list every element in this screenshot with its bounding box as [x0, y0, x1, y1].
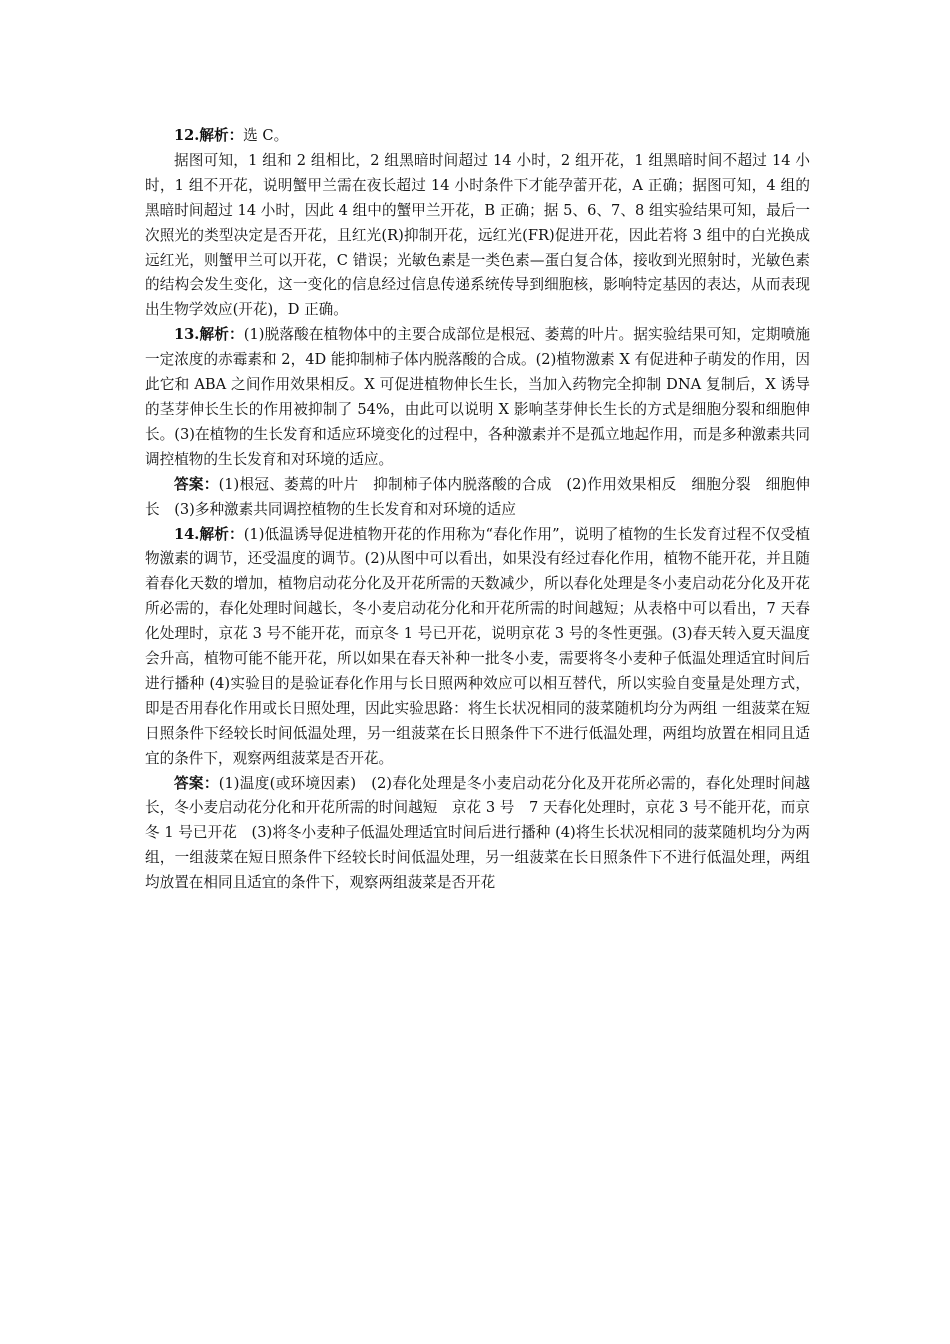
q13-label: 13.解析： [174, 326, 244, 344]
q14-answer [145, 772, 810, 897]
q14-answer-text: (1)温度(或环境因素) (2)春化处理是冬小麦启动花分化及开花所必需的，春化处理时间越长，冬小麦启动花分化和开花所需的时间越短 京花 3 号 7 天春化处理时，京花 3 号不能开花，而京冬 1 号已开花 (3)将冬小麦种子低温处理适宜时间后进行播种 (4)将生长状况相同的菠菜随机均分为两组，一组菠菜在短日照条件下经较长时间低温处理，另一组菠菜在长日照条件下不进行低温处理，两组均放置在相同且适宜的条件下，观察两组菠菜是否开花 [145, 774, 810, 892]
q13-body: (1)脱落酸在植物体中的主要合成部位是根冠、萎蔫的叶片。据实验结果可知，定期喷施一定浓度的赤霉素和 2，4D 能抑制柿子体内脱落酸的合成。(2)植物激素 X 有促进种子萌发的作用，因此它和 ABA 之间作用效果相反。X 可促进植物伸长生长，当加入药物完全抑制 DNA 复制后，X 诱导的茎芽伸长生长的作用被抑制了 54%，由此可以说明 X 影响茎芽伸长生长的方式是细胞分裂和细胞伸长。(3)在植物的生长发育和适应环境变化的过程中，各种激素并不是孤立地起作用，而是多种激素共同调控植物的生长发育和对环境的适应。 [145, 326, 810, 468]
q13-answer-label: 答案： [174, 475, 219, 493]
q13-answer [145, 473, 810, 523]
q13-answer-text: (1)根冠、萎蔫的叶片 抑制柿子体内脱落酸的合成 (2)作用效果相反 细胞分裂 细胞伸长 (3)多种激素共同调控植物的生长发育和对环境的适应 [145, 475, 810, 518]
q14-body: (1)低温诱导促进植物开花的作用称为“春化作用”，说明了植物的生长发育过程不仅受植物激素的调节，还受温度的调节。(2)从图中可以看出，如果没有经过春化作用，植物不能开花，并且随着春化天数的增加，植物启动花分化及开花所需的天数减少，所以春化处理是冬小麦启动花分化及开花所必需的，春化处理时间越长，冬小麦启动花分化和开花所需的时间越短；从表格中可以看出，7 天春化处理时，京花 3 号不能开花，而京冬 1 号已开花，说明京花 3 号的冬性更强。(3)春天转入夏天温度会升高，植物可能不能开花，所以如果在春天补种一批冬小麦，需要将冬小麦种子低温处理适宜时间后进行播种 (4)实验目的是验证春化作用与长日照两种效应可以相互替代，所以实验自变量是处理方式，即是否用春化作用或长日照处理，因此实验思路：将生长状况相同的菠菜随机均分为两组 一组菠菜在短日照条件下经较长时间低温处理，另一组菠菜在长日照条件下不进行低温处理，两组均放置在相同且适宜的条件下，观察两组菠菜是否开花。 [145, 525, 810, 767]
q12-heading [145, 124, 810, 149]
document-page [145, 124, 810, 896]
q12-label: 12.解析： [174, 127, 244, 144]
q14-answer-label: 答案： [174, 774, 219, 792]
q13-analysis [145, 323, 810, 472]
q12-answer: 选 C。 [243, 127, 289, 144]
q12-analysis: 据图可知，1 组和 2 组相比，2 组黑暗时间超过 14 小时，2 组开花，1 组黑暗时间不超过 14 小时，1 组不开花，说明蟹甲兰需在夜长超过 14 小时条件下才能孕蕾开花，A 正确；据图可知，4 组的黑暗时间超过 14 小时，因此 4 组中的蟹甲兰开花，B 正确；据 5、6、7、8 组实验结果可知，最后一次照光的类型决定是否开花，且红光(R)抑制开花，远红光(FR)促进开花，因此若将 3 组中的白光换成远红光，则蟹甲兰可以开花，C 错误；光敏色素是一类色素—蛋白复合体，接收到光照射时，光敏色素的结构会发生变化，这一变化的信息经过信息传递系统传导到细胞核，影响特定基因的表达，从而表现出生物学效应(开花)，D 正确。 [145, 151, 810, 319]
q14-analysis [145, 523, 810, 772]
q14-label: 14.解析： [174, 525, 244, 543]
